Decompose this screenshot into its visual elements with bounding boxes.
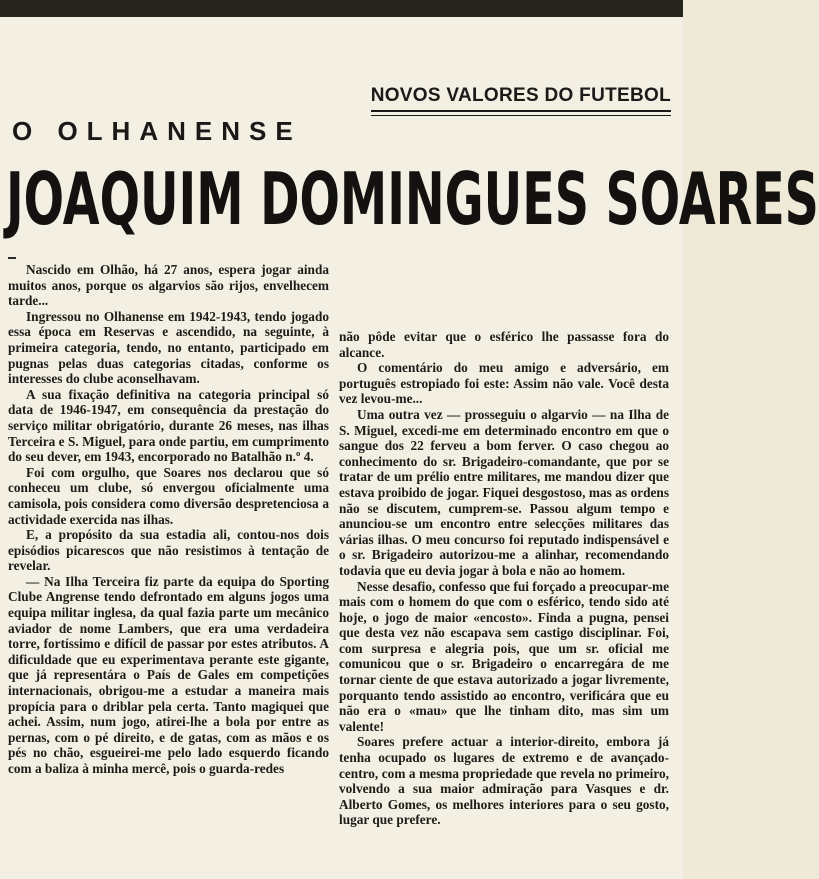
article-paragraph: Soares prefere actuar a interior-direito, embora já tenha ocupado os lugares de extremo e de avançado-centro, com a mesma propriedade que revela no primeiro, volvendo a sua maior admiração para Vasques e dr. Alberto Gomes, os melhores interiores para o seu gosto, lugar que prefere. [339, 734, 669, 828]
article-paragraph: O comentário do meu amigo e adversário, em português estropiado foi este: Assim não vale. Você desta vez levou-me... [339, 360, 669, 407]
club-name: O OLHANENSE [12, 116, 302, 146]
top-dark-band [0, 0, 683, 17]
section-title: NOVOS VALORES DO FUTEBOL [371, 85, 671, 112]
article-paragraph: Foi com orgulho, que Soares nos declarou que só conheceu um clube, só envergou oficialmente uma camisola, pois considera como diversão despretenciosa a actividade exercida nas ilhas. [8, 464, 329, 527]
article-paragraph: A sua fixação definitiva na categoria principal só data de 1946-1947, em consequência da prestação do serviço militar obrigatório, durante 26 meses, nas ilhas Terceira e S. Miguel, para onde partiu, em cumprimento do seu dever, em 1943, encorporado no Batalhão n.º 4. [8, 386, 329, 465]
article-paragraph: E, a propósito da sua estadia ali, contou-nos dois episódios picarescos que não resistimos à tentação de revelar. [8, 527, 329, 574]
article-column-left [8, 262, 329, 777]
article-paragraph: Uma outra vez — prosseguiu o algarvio — na Ilha de S. Miguel, excedi-me em determinado encontro em que o sangue dos 22 ferveu a bom ferver. O caso chegou ao conhecimento do sr. Brigadeiro-comandante, que por se tratar de um prélio entre militares, me mandou dizer que estava proibido de jogar. Fiquei desgostoso, mas as ordens não se discutem, cumprem-se. Passou algum tempo e anunciou-se um encontro entre selecções militares das várias ilhas. O meu concurso foi reputado indispensável e o sr. Brigadeiro autorizou-me a alinhar, recomendando todavia que eu devia jogar à bola e não ao homem. [339, 406, 669, 578]
article-paragraph: não pôde evitar que o esférico lhe passasse fora do alcance. [339, 329, 669, 360]
article-paragraph: — Na Ilha Terceira fiz parte da equipa do Sporting Clube Angrense tendo defrontado em alguns jogos uma equipa militar inglesa, da qual fazia parte um mecânico aviador de nome Lambers, que era uma verdadeira torre, fortíssimo e difícil de passar por estes atributos. A dificuldade que eu experimentava perante este gigante, que já representára o País de Gales em competições internacionais, obrigou-me a estudar a maneira mais propícia para o driblar pela certa. Tanto magiquei que achei. Assim, num jogo, atirei-lhe a bola por entre as pernas, com o pé direito, e de gatas, com as mãos e os pés no chão, esgueirei-me pelo lado esquerdo ficando com a baliza à minha mercê, pois o guarda-redes [8, 573, 329, 776]
player-name-headline: JOAQUIM DOMINGUES SOARES [6, 157, 819, 241]
article-paragraph: Ingressou no Olhanense em 1942-1943, tendo jogado essa época em Reservas e ascendido, na seguinte, à primeira categoria, tendo, no entanto, participado em pugnas pelas duas categorias citadas, conforme os interesses do clube aconselhavam. [8, 308, 329, 387]
article-paragraph: Nesse desafio, confesso que fui forçado a preocupar-me mais com o homem do que com o esférico, tendo sido até hoje, o jogo de maior «encosto». Finda a pugna, pensei que desta vez não escapava sem castigo disciplinar. Foi, com surpresa e alegria pois, que um sr. oficial me comunicou que o sr. Brigadeiro o encarregára de me tornar ciente de que estava autorizado a jogar livremente, porquanto tendo assistido ao encontro, verificára que eu não era o «mau» que lhe tinham dito, mas sim um valente! [339, 578, 669, 734]
paragraph-mark [8, 257, 16, 259]
article-column-right [339, 329, 669, 828]
article-paragraph: Nascido em Olhão, há 27 anos, espera jogar ainda muitos anos, porque os algarvios são rijos, envelhecem tarde... [8, 262, 329, 309]
